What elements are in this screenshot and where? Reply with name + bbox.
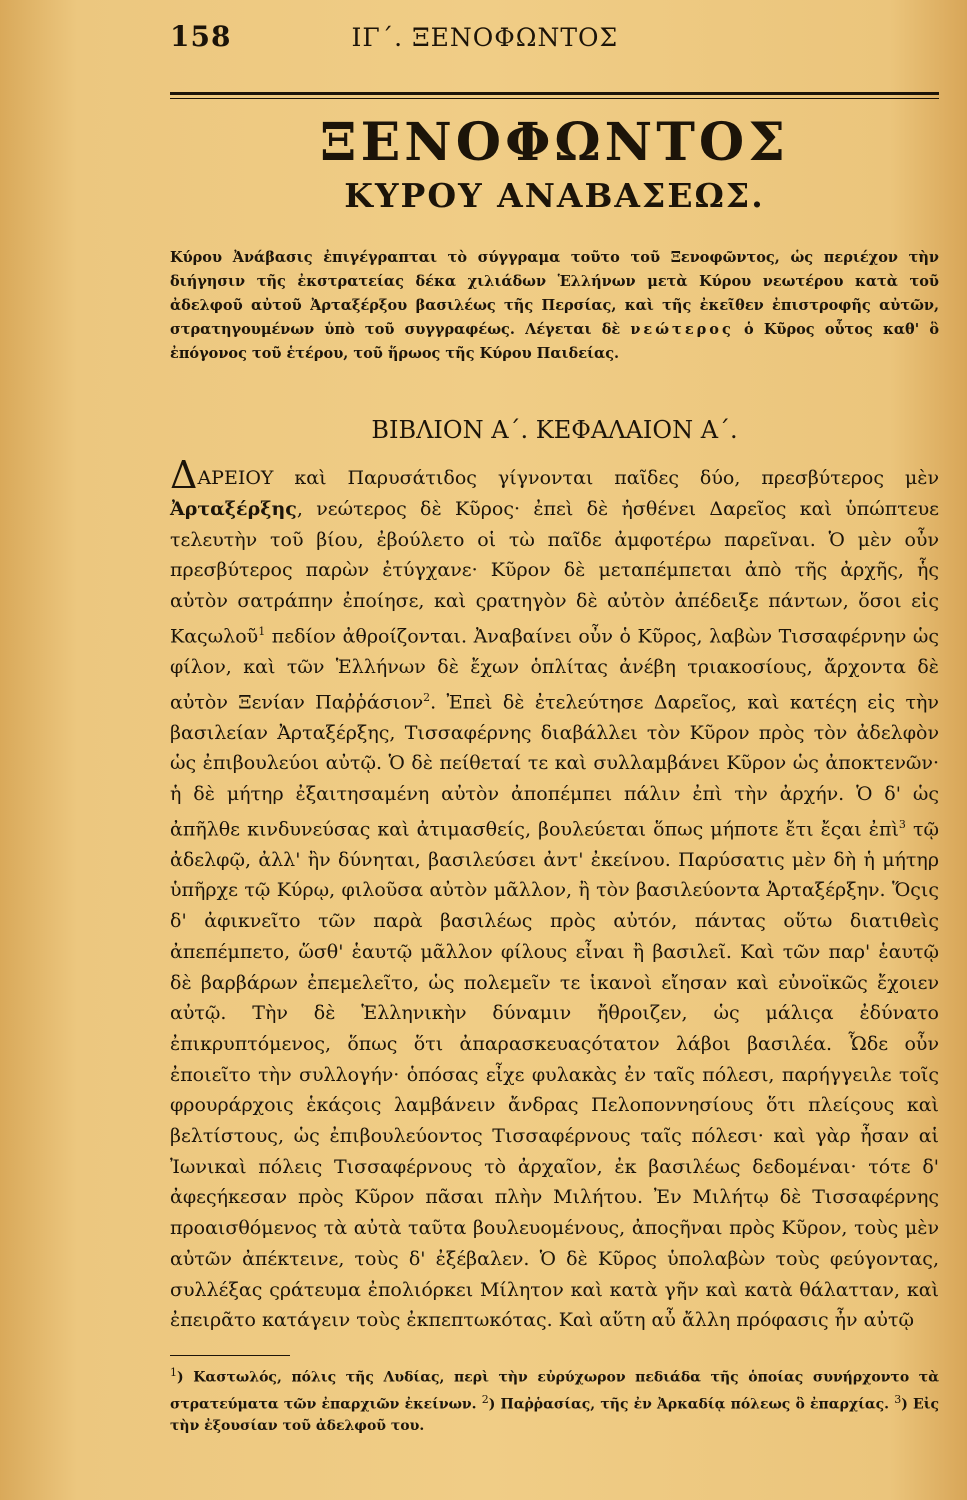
footnote-marker-2: 2 (423, 690, 431, 704)
body-text-1: , νεώτερος δὲ Κῦρος· ἐπεὶ δὲ ἠσθένει Δαρεῖος καὶ ὑπώπτευε τελευτὴν τοῦ βίου, ἐβούλετο οἱ τὼ παῖδε ἀμφοτέρω παρεῖναι. Ὁ μὲν οὖν πρεσβύτερος παρὼν ἐτύγχανε· Κῦρον δὲ μεταπέμπεται ἀπὸ τῆς ἀρχῆς, ἧς αὐτὸν σατράπην ἐποίησε, καὶ ςρατηγὸν δὲ αὐτὸν ἀπέδειξε πάντων, ὅσοι εἰς Καςωλοῦ (170, 498, 939, 648)
footnote-marker-1: 1 (258, 624, 266, 638)
intro-text-b: ὁ Κῦρος οὗτος καθ' ὃ ἐπόγονος τοῦ ἑτέρου, τοῦ ἥρωος τῆς Κύρου Παιδείας. (170, 321, 940, 362)
footnote-marker-3: 3 (898, 817, 906, 831)
page-header (170, 20, 939, 60)
footnote-rule (170, 1355, 290, 1356)
footnote-1: ) Καστωλός, πόλις τῆς Λυδίας, περὶ τὴν εὐρύχωρον πεδιάδα τῆς ὁποίας συνήρχοντο τὰ στρατεύματα τῶν ἐπαρχιῶν ἐκείνων. (170, 1369, 939, 1413)
running-head: ΙΓ΄. ΞΕΝΟΦΩΝΤΟΣ (351, 23, 619, 52)
footnote-2: ) Παῤῥασίας, τῆς ἐν Ἀρκαδίᾳ πόλεως ὃ ἐπαρχίας. (488, 1396, 895, 1413)
footnotes (170, 1362, 939, 1437)
header-rule-thin (170, 98, 939, 99)
subtitle: ΚΥΡΟΥ ΑΝΑΒΑΣΕΩΣ. (344, 176, 765, 215)
body-paragraph (170, 453, 939, 1336)
section-heading: ΒΙΒΛΙΟΝ Α΄. ΚΕΦΑΛΑΙΟΝ Α΄. (371, 416, 738, 444)
header-rule (170, 92, 939, 95)
intro-text-a: Κύρου Ἀνάβασις ἐπιγέγραπται τὸ σύγγραμα τοῦτο τοῦ Ξενοφῶντος, ὡς περιέχον τὴν διήγησιν τῆς ἐκστρατείας δέκα χιλιάδων Ἑλλήνων μετὰ Κύρου νεωτέρου κατὰ τοῦ ἀδελφοῦ αὐτοῦ Ἀρταξέρξου βασιλέως τῆς Περσίας, καὶ τῆς ἐκεῖθεν ἐπιστροφῆς αὐτῶν, στρατηγουμένων ὑπὸ τοῦ συγγραφέως. Λέγεται δὲ (170, 249, 939, 338)
body-opening: ΑΡΕΙΟΥ καὶ Παρυσάτιδος γίγνονται παῖδες δύο, πρεσβύτερος μὲν (197, 467, 939, 489)
footnote-3: ) Εἰς τὴν ἐξουσίαν τοῦ ἀδελφοῦ του. (170, 1396, 940, 1435)
footnote-mark-2: 2 (481, 1392, 489, 1406)
footnote-mark-1: 1 (170, 1365, 177, 1379)
footnote-mark-3: 3 (894, 1392, 902, 1406)
intro-paragraph (170, 246, 939, 366)
intro-spaced-word: νεώτερος (630, 321, 734, 338)
body-text-3: . Ἐπεὶ δὲ ἐτελεύτησε Δαρεῖος, καὶ κατέςη εἰς τὴν βασιλείαν Ἀρταξέρξης, Τισσαφέρνης διαβάλλει τὸν Κῦρον πρὸς τὸν ἀδελφὸν ὡς ἐπιβουλεύοι αὐτῷ. Ὁ δὲ πείθεταί τε καὶ συλλαμβάνει Κῦρον ὡς ἀποκτενῶν· ἡ δὲ μήτηρ ἐξαιτησαμένη αὐτὸν ἀποπέμπει πάλιν ἐπὶ τὴν ἀρχήν. Ὁ δ' ὡς ἀπῆλθε κινδυνεύσας καὶ ἀτιμασθείς, βουλεύεται ὅπως μήποτε ἔτι ἔςαι ἐπὶ (170, 690, 939, 841)
body-text-4: τῷ ἀδελφῷ, ἀλλ' ἢν δύνηται, βασιλεύσει ἀντ' ἐκείνου. Παρύσατις μὲν δὴ ἡ μήτηρ ὑπῆρχε τῷ Κύρῳ, φιλοῦσα αὐτὸν μᾶλλον, ἢ τὸν βασιλεύοντα Ἀρταξέρξην. Ὅςις δ' ἀφικνεῖτο τῶν παρὰ βασιλέως πρὸς αὐτόν, πάντας οὕτω διατιθεὶς ἀπεπέμπετο, ὥσθ' ἑαυτῷ μᾶλλον φίλους εἶναι ἢ βασιλεῖ. Καὶ τῶν παρ' ἑαυτῷ δὲ βαρβάρων ἐπεμελεῖτο, ὡς πολεμεῖν τε ἱκανοὶ εἴησαν καὶ εὐνοϊκῶς ἔχοιεν αὐτῷ. Τὴν δὲ Ἑλληνικὴν δύναμιν ἤθροιζεν, ὡς μάλιςα ἐδύνατο ἐπικρυπτόμενος, ὅπως ὅτι ἀπαρασκευαςότατον λάβοι βασιλέα. Ὧδε οὖν ἐποιεῖτο τὴν συλλογήν· ὁπόσας εἶχε φυλακὰς ἐν ταῖς πόλεσι, παρήγγειλε τοῖς φρουράρχοις ἑκάςοις λαμβάνειν ἄνδρας Πελοποννησίους ὅτι πλείςους καὶ βελτίστους, ὡς ἐπιβουλεύοντος Τισσαφέρνους ταῖς πόλεσι· καὶ γὰρ ἦσαν αἱ Ἰωνικαὶ πόλεις Τισσαφέρνους τὸ ἀρχαῖον, ἐκ βασιλέως δεδομέναι· τότε δ' ἀφεςήκεσαν πρὸς Κῦρον πᾶσαι πλὴν Μιλήτου. Ἐν Μιλήτῳ δὲ Τισσαφέρνης προαισθόμενος τὰ αὐτὰ ταῦτα βουλευομένους, ἀποςῆναι πρὸς Κῦρον, τοὺς μὲν αὐτῶν ἀπέκτεινε, τοὺς δ' ἐξέβαλεν. Ὁ δὲ Κῦρος ὑπολαβὼν τοὺς φεύγοντας, συλλέξας ςράτευμα ἐπολιόρκει Μίλητον καὶ κατὰ γῆν καὶ κατὰ θάλατταν, καὶ ἐπειρᾶτο κατάγειν τοὺς ἐκπεπτωκότας. Καὶ αὕτη αὖ ἄλλη πρόφασις ἦν αὐτῷ (170, 818, 939, 1332)
main-title: ΞΕΝΟΦΩΝΤΟΣ (320, 112, 789, 173)
page-number: 158 (170, 20, 232, 53)
body-text-2: πεδίον ἀθροίζονται. Ἀναβαίνει οὖν ὁ Κῦρος, λαβὼν Τισσαφέρνην ὡς φίλον, καὶ τῶν Ἑλλήνων δὲ ἔχων ὁπλίτας ἀνέβη τριακοσίους, ἄρχοντα δὲ αὐτὸν Ξενίαν Παῤῥάσιον (170, 625, 939, 713)
body-bold-name: Ἀρταξέρξης (170, 498, 297, 520)
drop-cap: Δ (170, 453, 198, 497)
